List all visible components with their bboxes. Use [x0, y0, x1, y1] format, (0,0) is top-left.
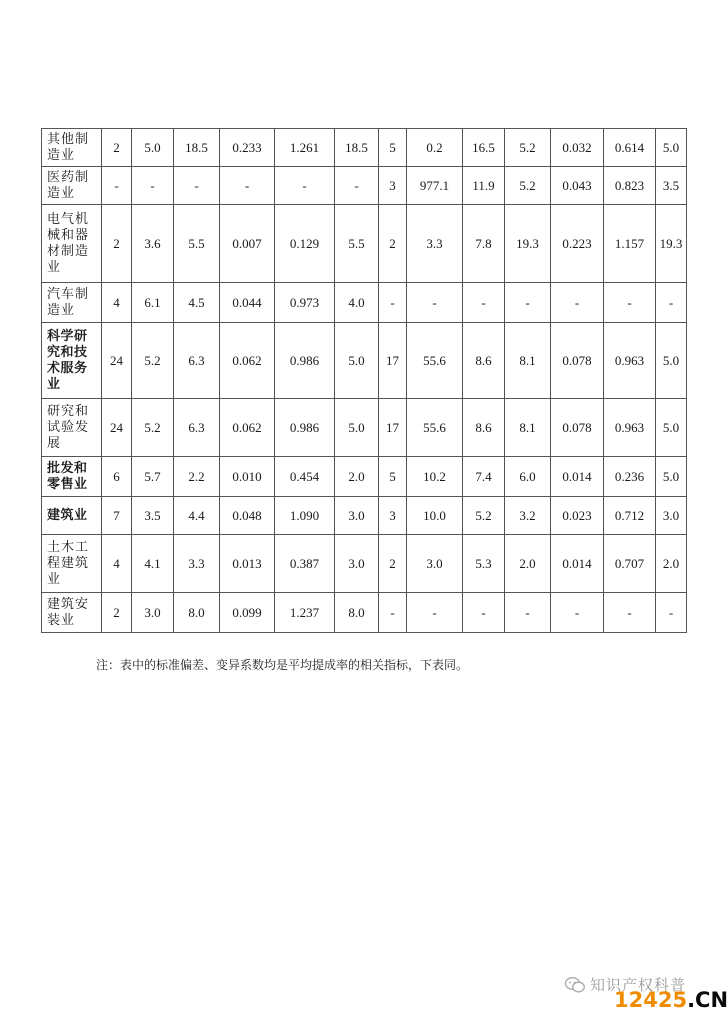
wechat-icon: [564, 976, 586, 994]
table-cell: 2: [102, 205, 132, 283]
table-cell: 24: [102, 399, 132, 457]
table-cell: -: [604, 283, 656, 323]
table-cell: 5.0: [656, 323, 687, 399]
table-cell: 2.0: [505, 535, 551, 593]
table-cell: 3.0: [656, 497, 687, 535]
row-label: 电气机械和器材制造业: [42, 205, 102, 283]
table-row: [42, 205, 687, 283]
table-cell: 3.5: [132, 497, 174, 535]
table-cell: -: [275, 167, 335, 205]
table-cell: 7.8: [463, 205, 505, 283]
table-cell: -: [463, 283, 505, 323]
row-label: 建筑安装业: [42, 593, 102, 633]
table-cell: 2: [102, 129, 132, 167]
table-cell: -: [379, 593, 407, 633]
table-cell: -: [656, 283, 687, 323]
table-cell: 0.014: [551, 457, 604, 497]
table-cell: 4.0: [335, 283, 379, 323]
watermark-logo-suffix: .CN: [687, 988, 728, 1012]
table-cell: 17: [379, 399, 407, 457]
table-cell: 2.2: [174, 457, 220, 497]
table-cell: 10.0: [407, 497, 463, 535]
table-cell: 18.5: [174, 129, 220, 167]
table-cell: 5.5: [174, 205, 220, 283]
table-cell: 0.044: [220, 283, 275, 323]
table-cell: -: [379, 283, 407, 323]
row-label: 汽车制造业: [42, 283, 102, 323]
table-cell: 0.454: [275, 457, 335, 497]
table-cell: 8.6: [463, 399, 505, 457]
watermark-text: 知识产权科普: [590, 976, 687, 994]
watermark-logo-digits: 12425: [614, 988, 688, 1012]
table-cell: 0.986: [275, 323, 335, 399]
table-cell: 3.0: [407, 535, 463, 593]
table-cell: 0.236: [604, 457, 656, 497]
table-cell: 0.614: [604, 129, 656, 167]
table-cell: 0.223: [551, 205, 604, 283]
table-cell: 5.0: [335, 399, 379, 457]
row-label: 其他制造业: [42, 129, 102, 167]
table-cell: -: [174, 167, 220, 205]
table-cell: 0.013: [220, 535, 275, 593]
table-cell: 18.5: [335, 129, 379, 167]
table-cell: 6.3: [174, 323, 220, 399]
table-cell: 0.014: [551, 535, 604, 593]
table-cell: 1.237: [275, 593, 335, 633]
table-cell: 8.0: [174, 593, 220, 633]
table-cell: 0.986: [275, 399, 335, 457]
table-cell: 8.0: [335, 593, 379, 633]
row-label: 批发和零售业: [42, 457, 102, 497]
table-cell: 5.0: [656, 399, 687, 457]
table-cell: 5.2: [463, 497, 505, 535]
table-cell: 0.062: [220, 323, 275, 399]
row-label: 科学研究和技术服务业: [42, 323, 102, 399]
table-cell: 5.2: [505, 129, 551, 167]
table-cell: 5.3: [463, 535, 505, 593]
table-cell: 6.0: [505, 457, 551, 497]
table-cell: 55.6: [407, 399, 463, 457]
watermark: [564, 973, 728, 1013]
table-cell: 1.261: [275, 129, 335, 167]
table-cell: 977.1: [407, 167, 463, 205]
table-cell: -: [463, 593, 505, 633]
row-label: 医药制造业: [42, 167, 102, 205]
table-cell: 2.0: [656, 535, 687, 593]
table-cell: 0.078: [551, 323, 604, 399]
table-cell: 0.963: [604, 323, 656, 399]
table-cell: 0.387: [275, 535, 335, 593]
table-cell: 5.2: [132, 399, 174, 457]
table-cell: 5.5: [335, 205, 379, 283]
table-cell: 6: [102, 457, 132, 497]
table-cell: 3.6: [132, 205, 174, 283]
table-cell: 5.2: [505, 167, 551, 205]
table-cell: 3.0: [335, 497, 379, 535]
table-cell: 4.4: [174, 497, 220, 535]
table-cell: 5.7: [132, 457, 174, 497]
table-cell: 24: [102, 323, 132, 399]
table-cell: 11.9: [463, 167, 505, 205]
table-cell: 19.3: [656, 205, 687, 283]
table-cell: 3.2: [505, 497, 551, 535]
table-cell: 8.1: [505, 399, 551, 457]
table-cell: 4.5: [174, 283, 220, 323]
table-cell: -: [505, 283, 551, 323]
table-cell: 0.010: [220, 457, 275, 497]
table-cell: 0.099: [220, 593, 275, 633]
table-cell: 0.2: [407, 129, 463, 167]
table-row: [42, 593, 687, 633]
table-cell: 2: [379, 205, 407, 283]
table-cell: 6.3: [174, 399, 220, 457]
table-cell: -: [505, 593, 551, 633]
table-cell: -: [132, 167, 174, 205]
table-cell: 5.0: [656, 129, 687, 167]
table-cell: 2: [102, 593, 132, 633]
table-cell: 8.1: [505, 323, 551, 399]
table-cell: 0.973: [275, 283, 335, 323]
table-cell: 2: [379, 535, 407, 593]
table-cell: -: [656, 593, 687, 633]
table-cell: -: [220, 167, 275, 205]
table-cell: 4: [102, 535, 132, 593]
table-cell: 8.6: [463, 323, 505, 399]
table-cell: 1.090: [275, 497, 335, 535]
table-cell: 7: [102, 497, 132, 535]
table-row: [42, 535, 687, 593]
table-cell: -: [551, 283, 604, 323]
table-cell: 10.2: [407, 457, 463, 497]
table-cell: 3.0: [132, 593, 174, 633]
table-footnote: 注：表中的标准偏差、变异系数均是平均提成率的相关指标，下表同。: [96, 658, 469, 672]
table-cell: 16.5: [463, 129, 505, 167]
table-cell: 5.0: [656, 457, 687, 497]
row-label: 建筑业: [42, 497, 102, 535]
table-cell: 3: [379, 497, 407, 535]
table-cell: 5.0: [132, 129, 174, 167]
table-row: [42, 167, 687, 205]
table-cell: 2.0: [335, 457, 379, 497]
table-cell: 0.823: [604, 167, 656, 205]
table-cell: 0.007: [220, 205, 275, 283]
table-cell: 19.3: [505, 205, 551, 283]
table-row: [42, 497, 687, 535]
table-cell: 17: [379, 323, 407, 399]
table-cell: 0.062: [220, 399, 275, 457]
table-cell: 0.078: [551, 399, 604, 457]
watermark-logo: [614, 988, 728, 1012]
row-label: 研究和试验发展: [42, 399, 102, 457]
table-cell: 5: [379, 457, 407, 497]
table-row: [42, 457, 687, 497]
table-row: [42, 129, 687, 167]
table-cell: 0.023: [551, 497, 604, 535]
row-label: 土木工程建筑业: [42, 535, 102, 593]
data-table: [41, 128, 687, 633]
table-cell: 3: [379, 167, 407, 205]
table-cell: 0.712: [604, 497, 656, 535]
table-cell: 5: [379, 129, 407, 167]
table-cell: -: [407, 283, 463, 323]
table-cell: 55.6: [407, 323, 463, 399]
table-cell: 3.0: [335, 535, 379, 593]
table-cell: 3.3: [174, 535, 220, 593]
table-row: [42, 399, 687, 457]
table-cell: 0.043: [551, 167, 604, 205]
table-cell: 4.1: [132, 535, 174, 593]
table-cell: 7.4: [463, 457, 505, 497]
table-cell: 5.2: [132, 323, 174, 399]
table-cell: 5.0: [335, 323, 379, 399]
table-cell: -: [551, 593, 604, 633]
table-cell: 0.963: [604, 399, 656, 457]
table-cell: -: [335, 167, 379, 205]
table-row: [42, 323, 687, 399]
table-cell: 3.3: [407, 205, 463, 283]
table-cell: 0.707: [604, 535, 656, 593]
table-cell: -: [102, 167, 132, 205]
table-cell: 3.5: [656, 167, 687, 205]
table-cell: 4: [102, 283, 132, 323]
table-row: [42, 283, 687, 323]
table-cell: 0.233: [220, 129, 275, 167]
table-cell: 0.048: [220, 497, 275, 535]
table-cell: -: [604, 593, 656, 633]
table-cell: 0.032: [551, 129, 604, 167]
table-cell: 0.129: [275, 205, 335, 283]
table-cell: 1.157: [604, 205, 656, 283]
table-cell: 6.1: [132, 283, 174, 323]
table-cell: -: [407, 593, 463, 633]
